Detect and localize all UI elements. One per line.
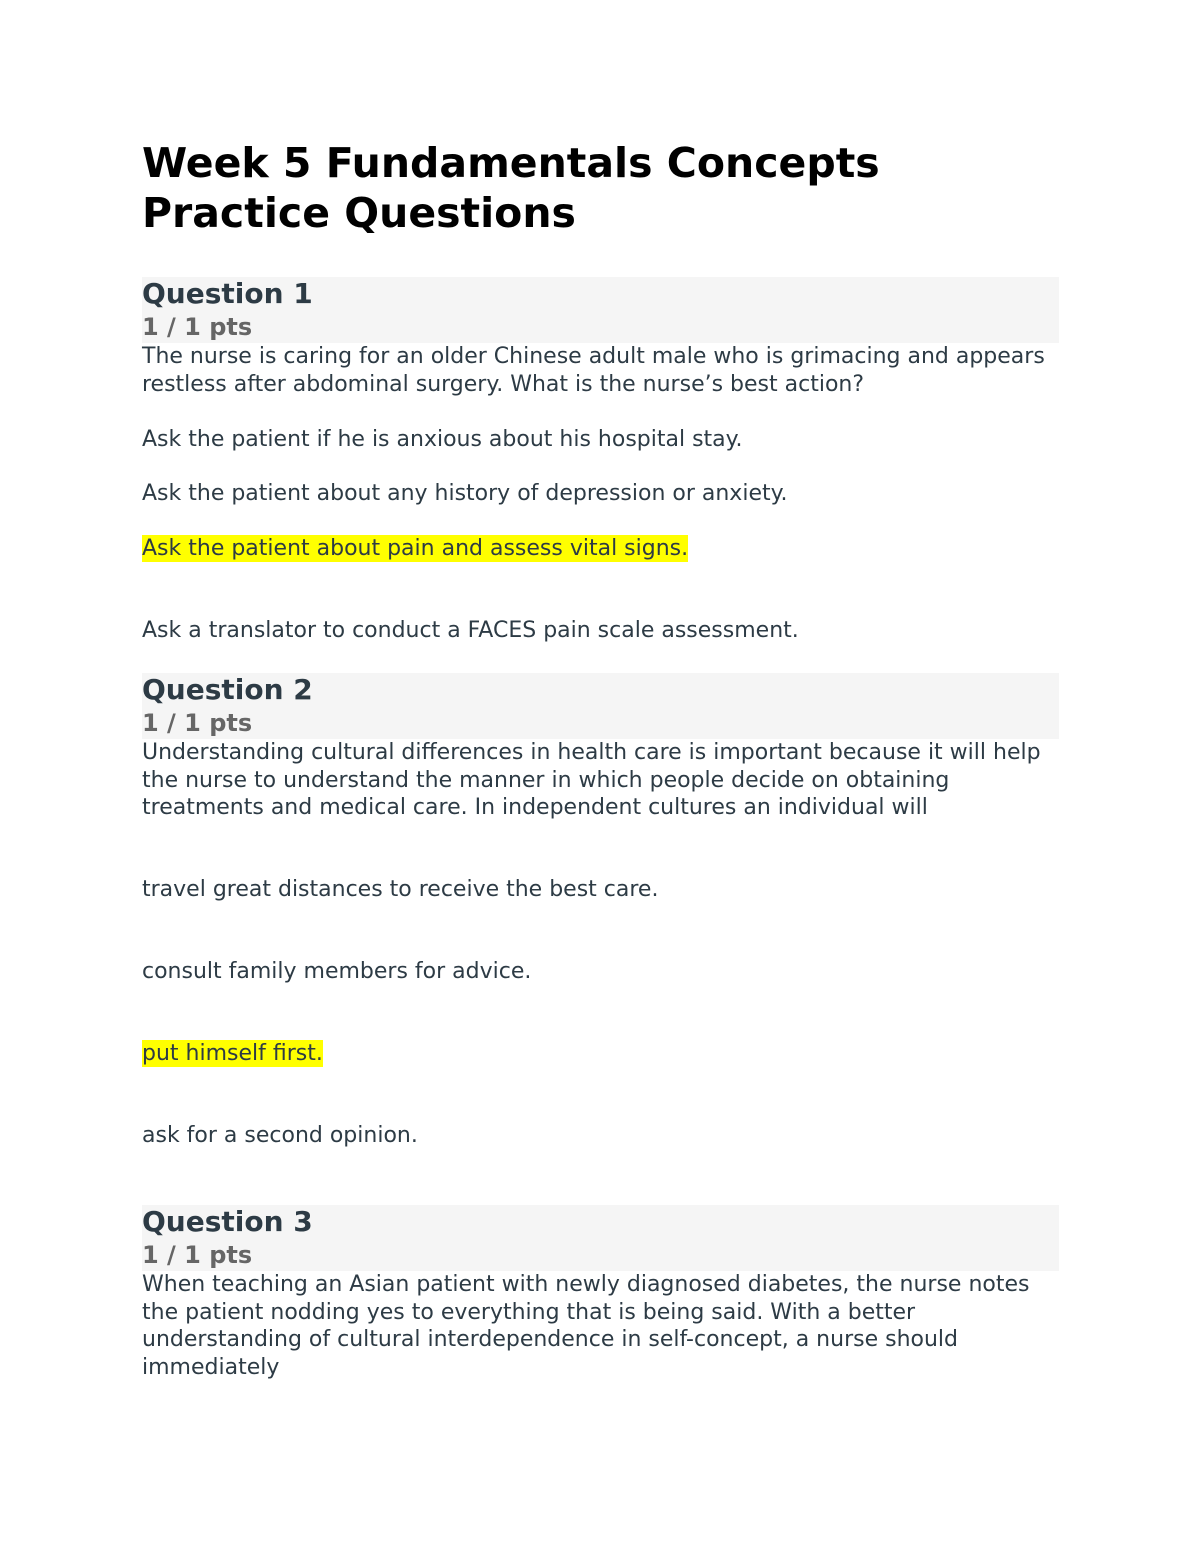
question-3-title: Question 3 bbox=[142, 1205, 313, 1238]
question-2-title: Question 2 bbox=[142, 673, 313, 706]
question-2-answer-2: consult family members for advice. bbox=[142, 959, 532, 984]
title-line-2: Practice Questions bbox=[142, 189, 576, 237]
document-title bbox=[142, 138, 1060, 238]
question-3-points: 1 / 1 pts bbox=[142, 1241, 253, 1269]
question-1-answer-2: Ask the patient about any history of depression or anxiety. bbox=[142, 481, 788, 506]
question-2-text: Understanding cultural differences in health care is important because it will help the nurse to understand the manner in which people decide on obtaining treatments and medical care. In independent cultures an individual will bbox=[142, 740, 1041, 820]
question-2-answer-3-highlighted: put himself first. bbox=[142, 1041, 323, 1066]
question-2-answer-4: ask for a second opinion. bbox=[142, 1123, 418, 1148]
question-1-title: Question 1 bbox=[142, 277, 313, 310]
question-1-answer-3-highlighted: Ask the patient about pain and assess vital signs. bbox=[142, 536, 689, 561]
question-2-header bbox=[142, 673, 1059, 739]
question-2-points: 1 / 1 pts bbox=[142, 709, 253, 737]
question-3-header bbox=[142, 1205, 1059, 1271]
question-2-answer-1: travel great distances to receive the best care. bbox=[142, 877, 659, 902]
question-1-text: The nurse is caring for an older Chinese adult male who is grimacing and appears restless after abdominal surgery. What is the nurse’s best action? bbox=[142, 344, 1045, 397]
question-1-header bbox=[142, 277, 1059, 343]
title-line-1: Week 5 Fundamentals Concepts bbox=[142, 139, 880, 187]
question-1-answer-4: Ask a translator to conduct a FACES pain scale assessment. bbox=[142, 618, 799, 643]
question-3-text: When teaching an Asian patient with newly diagnosed diabetes, the nurse notes the patient nodding yes to everything that is being said. With a better understanding of cultural interdependence in self-concept, a nurse should immediately bbox=[142, 1272, 1030, 1380]
question-1-answer-1: Ask the patient if he is anxious about his hospital stay. bbox=[142, 427, 743, 452]
question-1-points: 1 / 1 pts bbox=[142, 313, 253, 341]
